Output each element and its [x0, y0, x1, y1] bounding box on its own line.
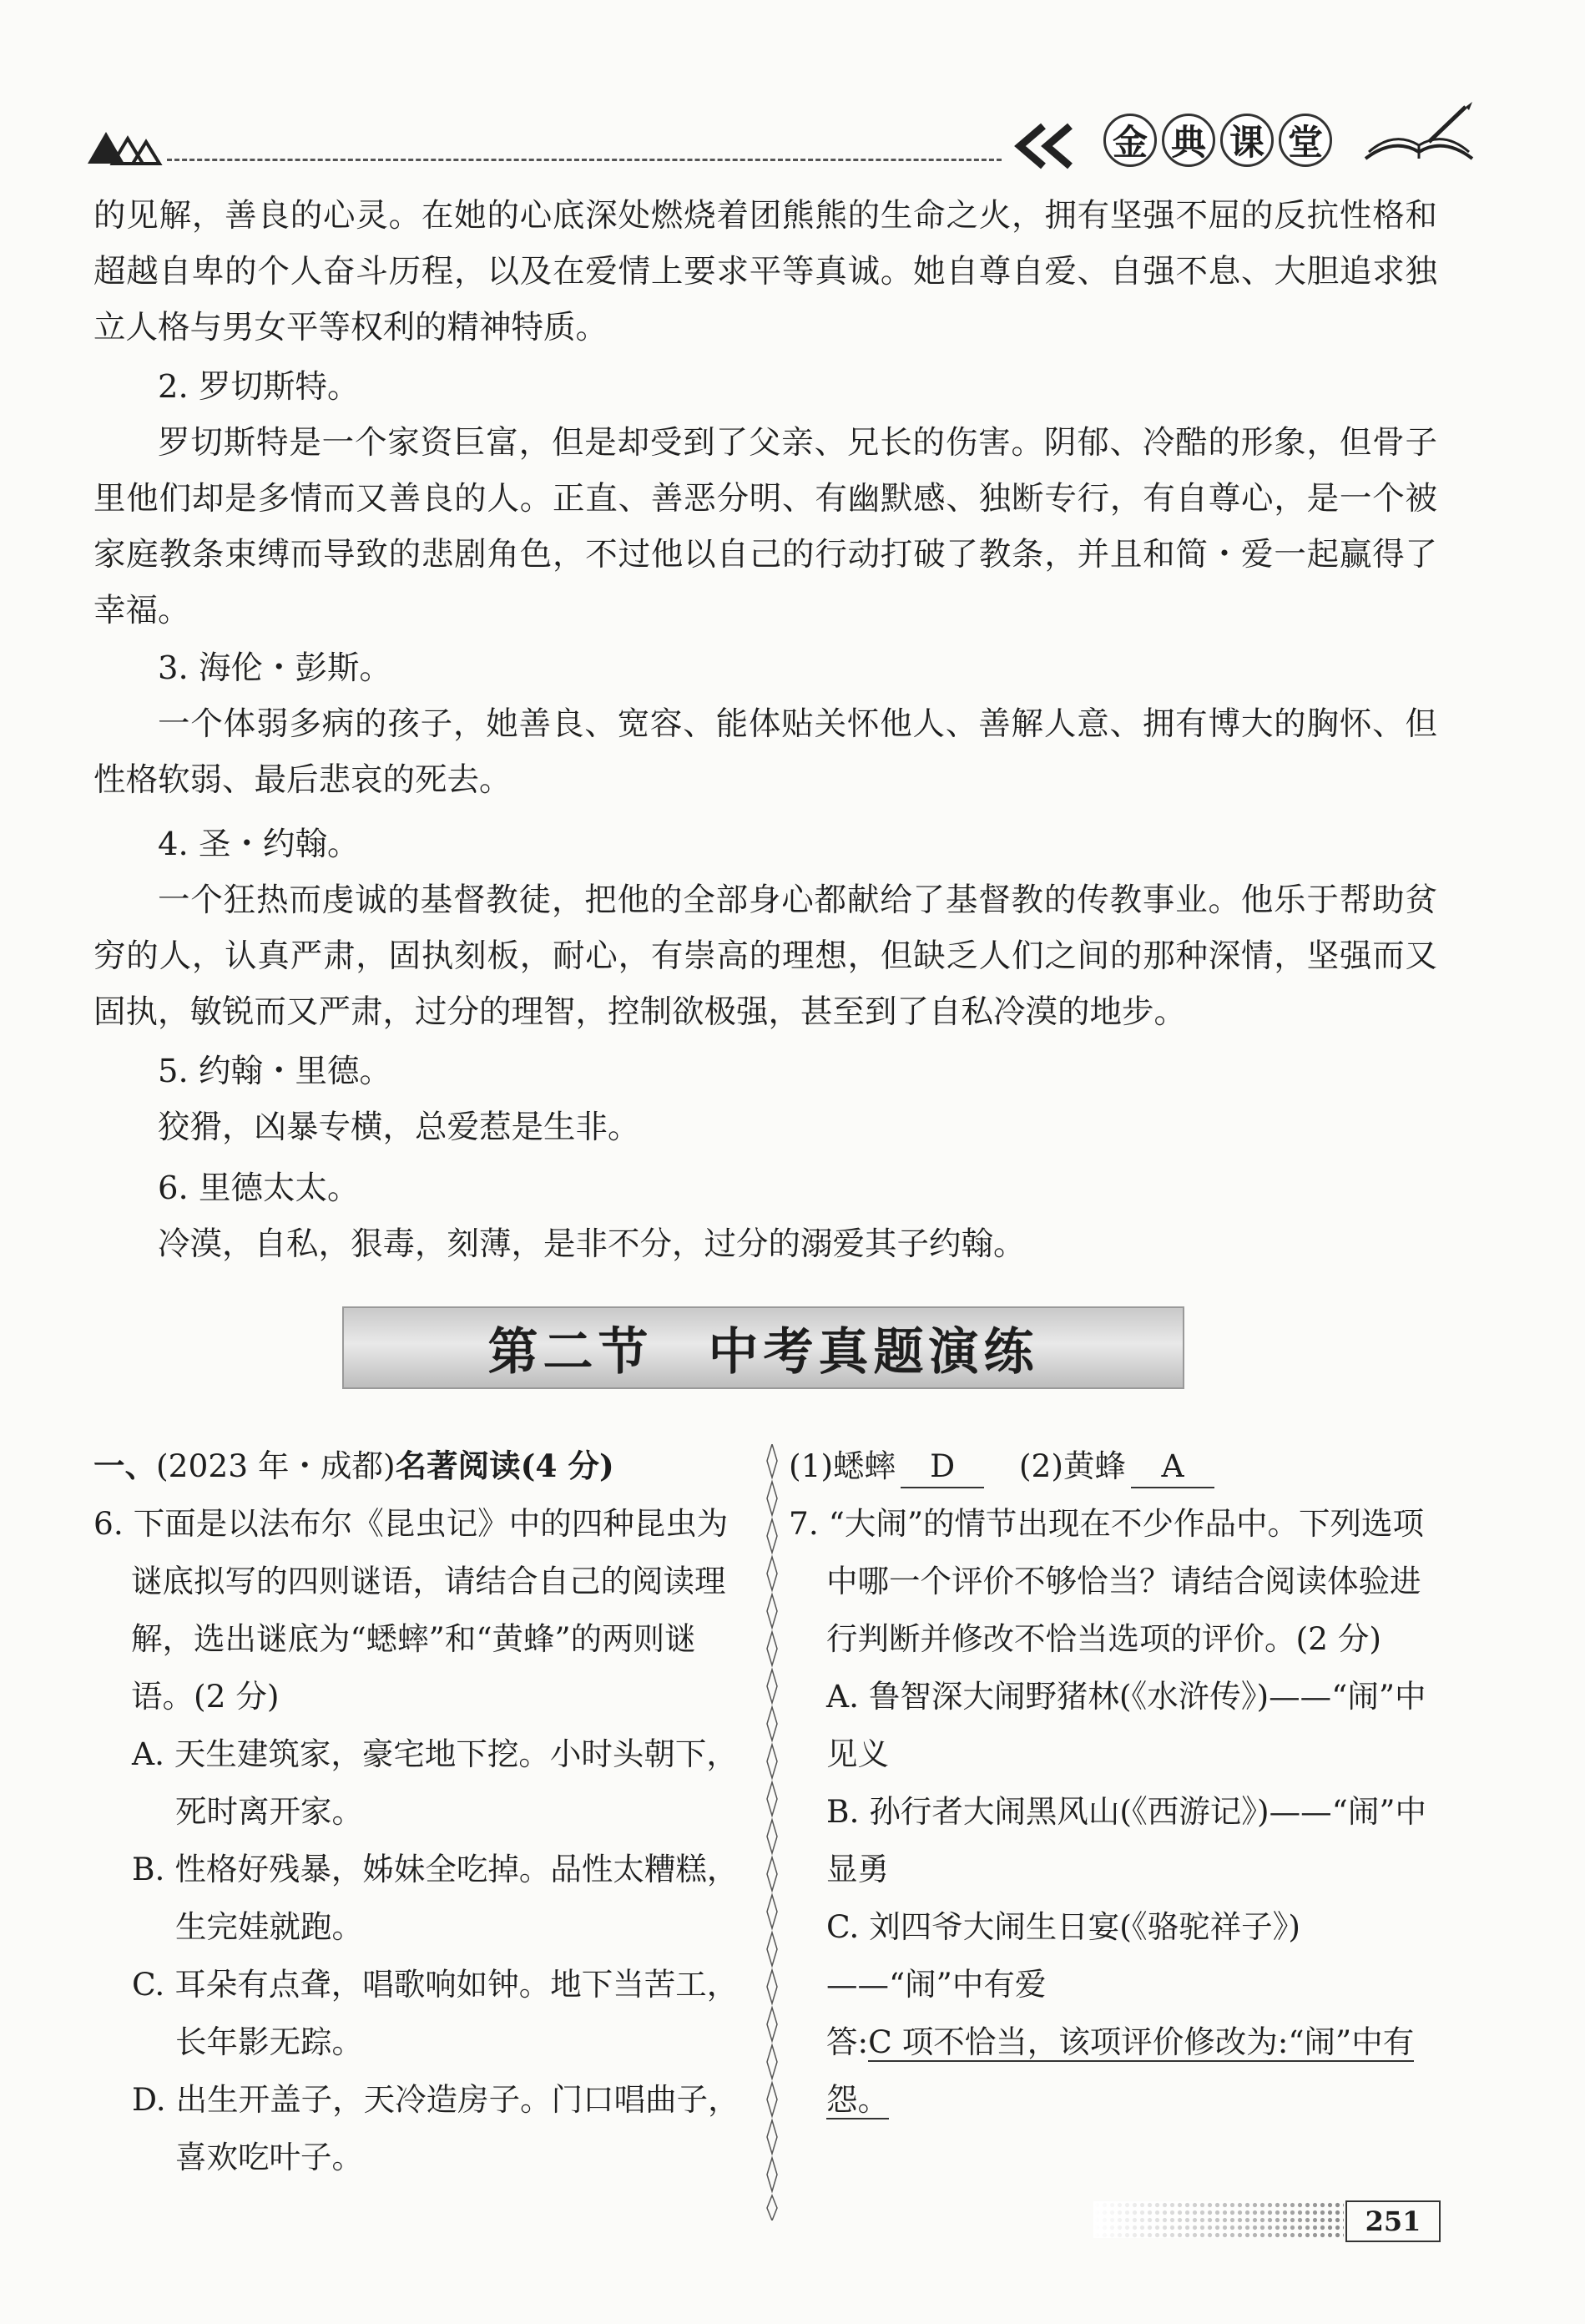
section-banner: 第二节 中考真题演练 [342, 1306, 1184, 1389]
brand-char-3: 课 [1220, 114, 1274, 167]
footer-dot-pattern [1093, 2201, 1344, 2238]
brand-char-2: 典 [1162, 114, 1215, 167]
left-column [93, 1437, 753, 2186]
question-7-option-c: C. 刘四爷大闹生日宴(《骆驼祥子》)——“闹”中有爱 [826, 1908, 1300, 2003]
answer-label: 答: [826, 2023, 869, 2060]
question-6-option-d: D. 出生开盖子，天冷造房子。门口唱曲子，喜欢吃叶子。 [132, 2081, 739, 2175]
item-text-mrs-reed: 冷漠，自私，狠毒，刻薄，是非不分，过分的溺爱其子约翰。 [158, 1225, 1026, 1263]
part-title: 名著阅读(4 分) [395, 1447, 614, 1484]
double-chevron-left-icon [1010, 121, 1093, 171]
item-title-st-john: 4. 圣・约翰。 [158, 826, 360, 863]
item-title-john-reed: 5. 约翰・里德。 [158, 1053, 391, 1090]
item-text-helen: 一个体弱多病的孩子，她善良、宽容、能体贴关怀他人、善解人意、拥有博大的胸怀、但性格软弱、最后悲哀的死去。 [93, 705, 1437, 799]
question-6-option-a: A. 天生建筑家，豪宅地下挖。小时头朝下，死时离开家。 [132, 1735, 738, 1830]
brand-title [1103, 114, 1337, 167]
answer-blank-cricket: D [901, 1445, 984, 1488]
part-source: (2023 年・成都) [156, 1447, 396, 1484]
question-7-stem: 7. “大闹”的情节出现在不少作品中。下列选项中哪一个评价不够恰当？请结合阅读体验进行判断并修改不恰当选项的评价。(2 分) [789, 1505, 1425, 1657]
page-number: 251 [1345, 2200, 1441, 2242]
answer-blank-wasp: A [1131, 1445, 1214, 1488]
right-column [789, 1437, 1440, 2129]
item-title-mrs-reed: 6. 里德太太。 [158, 1170, 360, 1207]
part-heading [93, 1437, 753, 1495]
column-divider [766, 1444, 778, 2220]
open-book-pen-icon [1360, 100, 1477, 167]
item-text-st-john: 一个狂热而虔诚的基督教徒，把他的全部身心都献给了基督教的传教事业。他乐于帮助贫穷的人，认真严肃，固执刻板，耐心，有崇高的理想，但缺乏人们之间的那种深情，坚强而又固执，敏锐而又严肃，过分的理智，控制欲极强，甚至到了自私冷漠的地步。 [93, 882, 1437, 1031]
question-6-answers [789, 1437, 1440, 1495]
mountain-triangles-icon [88, 125, 163, 165]
item-title-helen: 3. 海伦・彭斯。 [158, 649, 391, 687]
question-7-option-b: B. 孙行者大闹黑风山(《西游记》)——“闹”中显勇 [826, 1793, 1426, 1887]
item-title-rochester: 2. 罗切斯特。 [158, 368, 360, 406]
part-label: 一、 [93, 1447, 156, 1484]
question-7-answer [789, 2013, 1440, 2129]
question-7-option-a: A. 鲁智深大闹野猪林(《水浒传》)——“闹”中见义 [826, 1678, 1426, 1772]
brand-char-1: 金 [1103, 114, 1157, 167]
question-6-option-b: B. 性格好残暴，姊妹全吃掉。品性太糟糕，生完娃就跑。 [132, 1851, 739, 1945]
brand-char-4: 堂 [1279, 114, 1332, 167]
answer-label-wasp: (2)黄蜂 [1018, 1447, 1127, 1484]
answer-label-cricket: (1)蟋蟀 [789, 1447, 896, 1484]
answer-text: C 项不恰当，该项评价修改为:“闹”中有怨。 [826, 2023, 1415, 2118]
item-text-john-reed: 狡猾，凶暴专横，总爱惹是生非。 [158, 1109, 640, 1146]
header-dashed-rule [167, 159, 1002, 161]
question-6-option-c: C. 耳朵有点聋，唱歌响如钟。地下当苦工，长年影无踪。 [132, 1966, 739, 2060]
item-text-rochester: 罗切斯特是一个家资巨富，但是却受到了父亲、兄长的伤害。阴郁、冷酷的形象，但骨子里他们却是多情而又善良的人。正直、善恶分明、有幽默感、独断专行，有自尊心，是一个被家庭教条束缚而导致的悲剧角色，不过他以自己的行动打破了教条，并且和简・爱一起赢得了幸福。 [93, 424, 1437, 629]
question-6-stem: 6. 下面是以法布尔《昆虫记》中的四种昆虫为谜底拟写的四则谜语，请结合自己的阅读理解，选出谜底为“蟋蟀”和“黄蜂”的两则谜语。(2 分) [93, 1505, 729, 1715]
intro-paragraph: 的见解，善良的心灵。在她的心底深处燃烧着团熊熊的生命之火，拥有坚强不屈的反抗性格和超越自卑的个人奋斗历程，以及在爱情上要求平等真诚。她自尊自爱、自强不息、大胆追求独立人格与男女平等权利的精神特质。 [93, 197, 1437, 346]
